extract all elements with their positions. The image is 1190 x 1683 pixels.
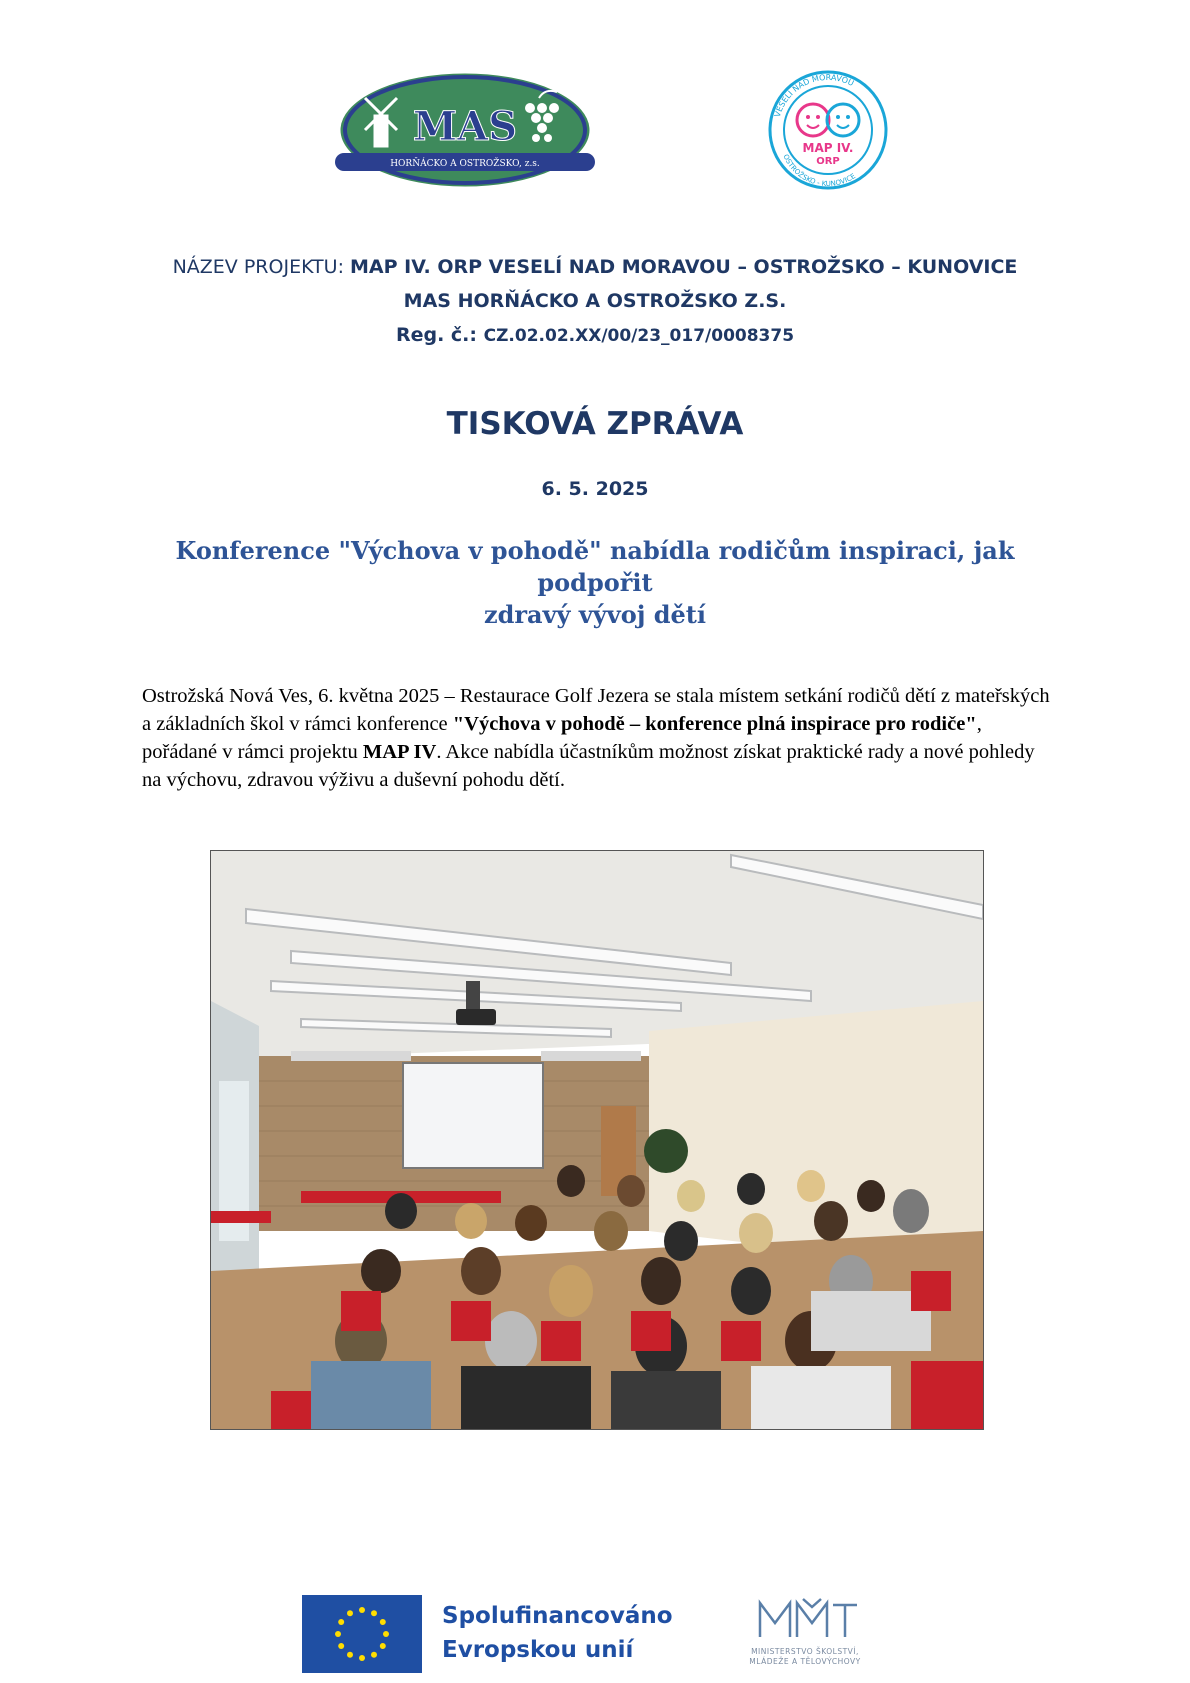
msmt-text-line-1: MINISTERSTVO ŠKOLSTVÍ, bbox=[751, 1647, 859, 1656]
msmt-text bbox=[715, 1647, 895, 1667]
footer bbox=[0, 1595, 1190, 1675]
eu-star bbox=[338, 1643, 344, 1649]
eu-star bbox=[380, 1619, 386, 1625]
project-name-line bbox=[0, 250, 1190, 284]
eu-flag-icon bbox=[302, 1595, 422, 1673]
svg-text:MAS: MAS bbox=[412, 103, 518, 150]
eu-star bbox=[347, 1652, 353, 1658]
press-release-title: TISKOVÁ ZPRÁVA bbox=[446, 406, 744, 442]
project-org: MAS HORŇÁCKO A OSTROŽSKO Z.S. bbox=[403, 290, 787, 312]
headline-line-1: Konference "Výchova v pohodě" nabídla rodičům inspiraci, jak podpořit bbox=[175, 536, 1015, 597]
svg-text:MAP IV.: MAP IV. bbox=[802, 141, 854, 155]
eu-star bbox=[347, 1610, 353, 1616]
body-text-a: Ostrožská Nová Ves, 6. května 2025 – Restaurace Golf Jezera se stala místem setkání rodičů dětí z mateřských a základních škol v rámci konference bbox=[142, 685, 1050, 735]
eu-star bbox=[359, 1655, 365, 1661]
map-iv-logo bbox=[758, 68, 898, 198]
press-release-date: 6. 5. 2025 bbox=[541, 478, 649, 500]
eu-star bbox=[371, 1652, 377, 1658]
project-name-label: NÁZEV PROJEKTU: bbox=[172, 256, 351, 278]
article-body bbox=[142, 682, 1054, 794]
eu-text-line-1: Spolufinancováno bbox=[442, 1603, 673, 1629]
svg-text:VESELÍ NAD MORAVOU: VESELÍ NAD MORAVOU bbox=[772, 73, 856, 119]
conference-photo bbox=[210, 850, 984, 1430]
body-text-e: . Akce nabídla účastníkům možnost získat praktické rady a nové pohledy na výchovu, zdravou výživu a duševní pohodu dětí. bbox=[142, 741, 1035, 791]
eu-cofinanced-text bbox=[442, 1599, 673, 1667]
eu-text-line-2: Evropskou unií bbox=[442, 1637, 634, 1663]
reg-value: CZ.02.02.XX/00/23_017/0008375 bbox=[483, 326, 795, 346]
headline-line-2: zdravý vývoj dětí bbox=[484, 600, 706, 629]
reg-label: Reg. č.: bbox=[395, 324, 484, 346]
body-text-conference-name: "Výchova v pohodě – konference plná inspirace pro rodiče" bbox=[452, 713, 977, 735]
article-headline bbox=[140, 535, 1050, 631]
eu-star bbox=[359, 1607, 365, 1613]
mas-logo bbox=[335, 68, 595, 198]
msmt-text-line-2: MLÁDEŽE A TĚLOVÝCHOVY bbox=[749, 1657, 861, 1666]
eu-star bbox=[335, 1631, 341, 1637]
svg-text:ORP: ORP bbox=[816, 156, 840, 167]
eu-star bbox=[383, 1631, 389, 1637]
project-info bbox=[0, 250, 1190, 353]
body-text-project: MAP IV bbox=[362, 741, 437, 763]
eu-star bbox=[380, 1643, 386, 1649]
project-name-value: MAP IV. ORP VESELÍ NAD MORAVOU – OSTROŽSKO – KUNOVICE bbox=[350, 256, 1018, 278]
body-text-c: , pořádané v rámci projektu bbox=[142, 713, 982, 763]
svg-text:HORŇÁCKO A OSTROŽSKO, z.s.: HORŇÁCKO A OSTROŽSKO, z.s. bbox=[390, 159, 540, 169]
svg-text:OSTROŽSKO - KUNOVICE: OSTROŽSKO - KUNOVICE bbox=[781, 153, 858, 189]
eu-star bbox=[338, 1619, 344, 1625]
reg-line bbox=[0, 318, 1190, 353]
eu-star bbox=[371, 1610, 377, 1616]
header-logos bbox=[0, 68, 1190, 208]
